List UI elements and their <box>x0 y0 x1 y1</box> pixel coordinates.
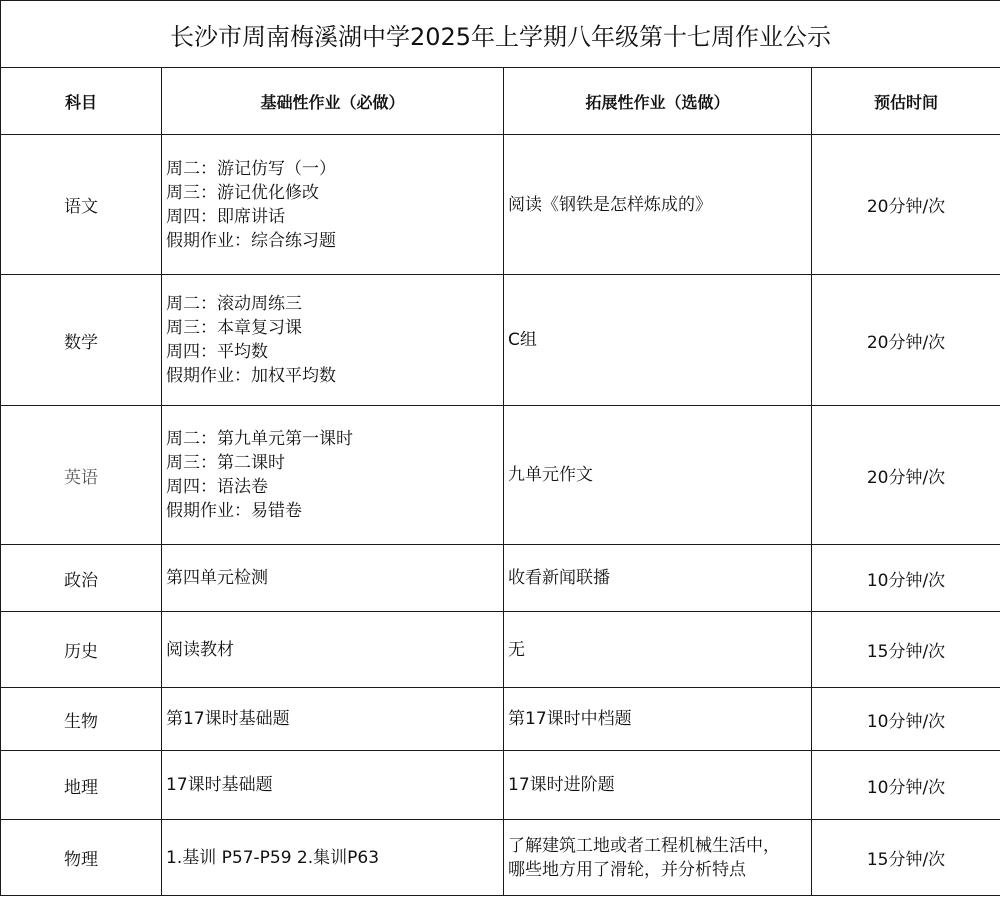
basic-line: 周四：平均数 <box>166 342 268 362</box>
extended-line: 无 <box>508 639 525 660</box>
subject-cell: 英语 <box>1 406 162 545</box>
table-header-row <box>1 68 1000 135</box>
extended-cell <box>504 406 812 545</box>
time-cell: 20分钟/次 <box>812 135 1000 275</box>
extended-cell <box>504 135 812 275</box>
table-row <box>1 275 1000 406</box>
extended-cell <box>504 688 812 751</box>
basic-cell <box>162 820 504 896</box>
subject-cell: 历史 <box>1 612 162 688</box>
extended-line: 阅读《钢铁是怎样炼成的》 <box>508 194 712 215</box>
basic-line: 周二：第九单元第一课时 <box>166 429 353 449</box>
extended-line: 九单元作文 <box>508 465 593 485</box>
basic-line: 周二：游记仿写（一） <box>166 158 336 179</box>
basic-line: 第17课时基础题 <box>166 709 290 729</box>
header-basic: 基础性作业（必做） <box>162 68 504 135</box>
extended-line: 收看新闻联播 <box>508 568 610 588</box>
time-cell: 10分钟/次 <box>812 751 1000 820</box>
extended-cell <box>504 751 812 820</box>
extended-cell <box>504 820 812 896</box>
basic-line: 假期作业：易错卷 <box>166 501 302 521</box>
header-extended: 拓展性作业（选做） <box>504 68 812 135</box>
subject-cell: 语文 <box>1 135 162 275</box>
basic-line: 17课时基础题 <box>166 775 273 795</box>
time-cell: 10分钟/次 <box>812 688 1000 751</box>
table-row <box>1 820 1000 896</box>
extended-line: C组 <box>508 330 537 350</box>
header-subject: 科目 <box>1 68 162 135</box>
table-row <box>1 751 1000 820</box>
basic-cell <box>162 688 504 751</box>
basic-cell <box>162 612 504 688</box>
subject-cell: 地理 <box>1 751 162 820</box>
subject-cell: 物理 <box>1 820 162 896</box>
basic-line: 周四：即席讲话 <box>166 206 285 227</box>
extended-line: 了解建筑工地或者工程机械生活中， <box>508 835 780 856</box>
table-row <box>1 135 1000 275</box>
basic-cell <box>162 135 504 275</box>
extended-line: 哪些地方用了滑轮，并分析特点 <box>508 859 746 880</box>
basic-line: 周四：语法卷 <box>166 477 268 497</box>
time-cell: 15分钟/次 <box>812 820 1000 896</box>
basic-line: 阅读教材 <box>166 639 234 660</box>
extended-cell <box>504 545 812 612</box>
extended-line: 第17课时中档题 <box>508 709 632 729</box>
time-cell: 20分钟/次 <box>812 406 1000 545</box>
basic-line: 周三：第二课时 <box>166 453 285 473</box>
basic-line: 周三：本章复习课 <box>166 318 302 338</box>
basic-cell <box>162 751 504 820</box>
time-cell: 20分钟/次 <box>812 275 1000 406</box>
table-row <box>1 688 1000 751</box>
basic-line: 假期作业：加权平均数 <box>166 366 336 386</box>
basic-line: 假期作业：综合练习题 <box>166 230 336 251</box>
subject-cell: 生物 <box>1 688 162 751</box>
header-time: 预估时间 <box>812 68 1000 135</box>
basic-line: 周二：滚动周练三 <box>166 294 302 314</box>
basic-cell <box>162 275 504 406</box>
page-title: 长沙市周南梅溪湖中学2025年上学期八年级第十七周作业公示 <box>1 1 1000 68</box>
time-cell: 15分钟/次 <box>812 612 1000 688</box>
table-row <box>1 545 1000 612</box>
basic-line: 1.基训 P57-P59 2.集训P63 <box>166 847 380 868</box>
table-row <box>1 612 1000 688</box>
subject-cell: 数学 <box>1 275 162 406</box>
table-row <box>1 406 1000 545</box>
basic-cell <box>162 406 504 545</box>
basic-line: 第四单元检测 <box>166 568 268 588</box>
extended-cell <box>504 612 812 688</box>
extended-line: 17课时进阶题 <box>508 775 615 795</box>
time-cell: 10分钟/次 <box>812 545 1000 612</box>
basic-line: 周三：游记优化修改 <box>166 182 319 203</box>
subject-cell: 政治 <box>1 545 162 612</box>
extended-cell <box>504 275 812 406</box>
basic-cell <box>162 545 504 612</box>
